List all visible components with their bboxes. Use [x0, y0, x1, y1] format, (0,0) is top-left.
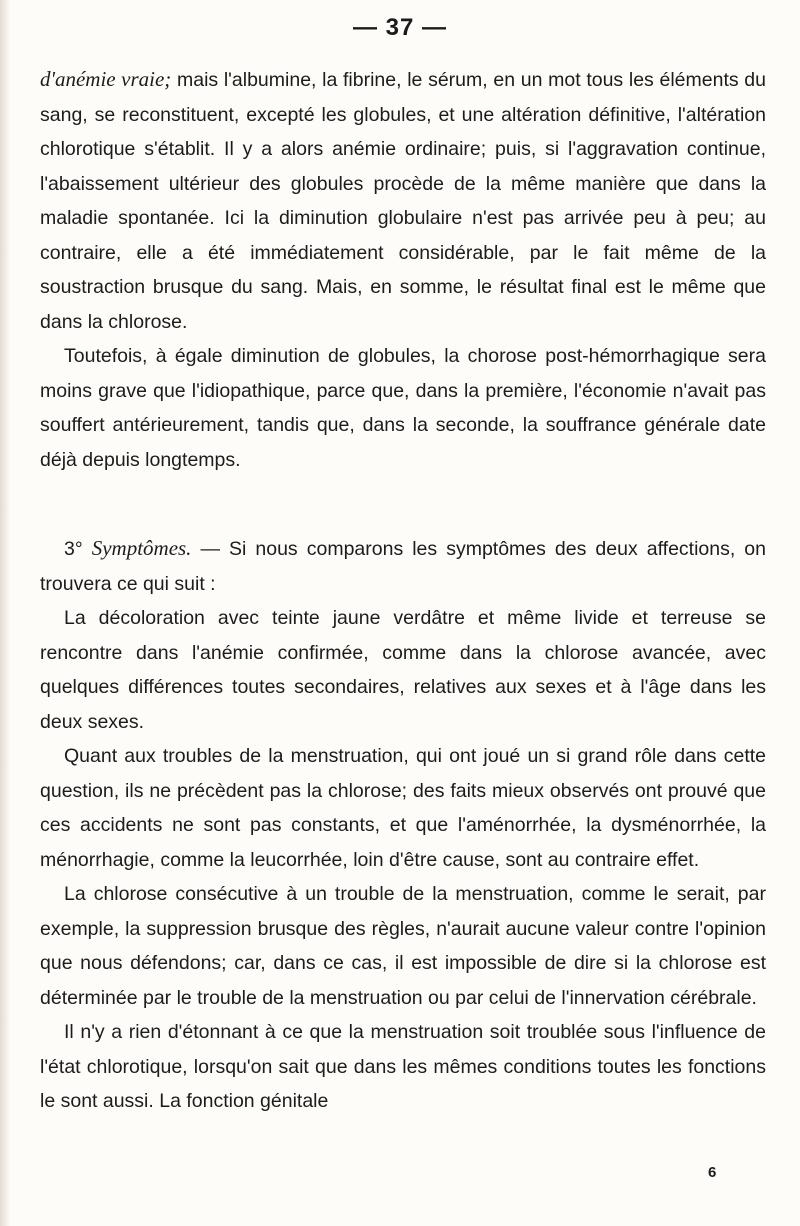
- text-block-continuation: [40, 62, 766, 477]
- paragraph-anemia: [40, 62, 766, 339]
- page-number: — 37 —: [352, 14, 448, 41]
- section-symptoms: [40, 531, 766, 1119]
- paragraph-influence: Il n'y a rien d'étonnant à ce que la menstruation soit troublée sous l'influence de l'état chlorotique, lorsqu'on sait que dans les mêmes conditions toutes les fonctions le sont aussi. La fonction génitale: [40, 1021, 766, 1112]
- section-title: Symptômes.: [91, 536, 192, 560]
- paragraph-discoloration: La décoloration avec teinte jaune verdâtre et même livide et terreuse se rencontre dans l'anémie confirmée, comme dans la chlorose avancée, avec quelques différences toutes secondaires, relatives aux sexes et à l'âge dans les deux sexes.: [40, 607, 766, 733]
- paragraph-menstruation: Quant aux troubles de la menstruation, qui ont joué un si grand rôle dans cette question, ils ne précèdent pas la chlorose; des faits mieux observés ont prouvé que ces accidents ne sont pas constants, et que l'aménorrhée, la dysménorrhée, la ménorrhagie, comme la leucorrhée, loin d'être cause, sont au contraire effet.: [40, 745, 766, 871]
- paragraph-text: mais l'albumine, la fibrine, le sérum, en un mot tous les éléments du sang, se reconstituent, excepté les globules, et une altération définitive, l'altération chlorotique s'établit. Il y a alors anémie ordinaire; puis, si l'aggravation continue, l'abaissement ultérieur des globules procède de la même manière que dans la maladie spontanée. Ici la diminution globulaire n'est pas arrivée peu à peu; au contraire, elle a été immédiatement considérable, par le fait même de la soustraction brusque du sang. Mais, en somme, le résultat final est le même que dans la chlorose.: [40, 69, 766, 333]
- page-gutter: [0, 0, 10, 1226]
- section-heading: [40, 531, 766, 601]
- section-intro: — Si nous comparons les symptômes des deux affections, on trouvera ce qui suit :: [40, 538, 766, 595]
- paragraph-consecutive-chlorosis: La chlorose consécutive à un trouble de la menstruation, comme le serait, par exemple, la suppression brusque des règles, n'aurait aucune valeur contre l'opinion que nous défendons; car, dans ce cas, il est impossible de dire si la chlorose est déterminée par le trouble de la menstruation ou par celui de l'innervation cérébrale.: [40, 883, 766, 1009]
- italic-term: d'anémie vraie;: [40, 67, 172, 91]
- signature-mark: 6: [708, 1164, 717, 1181]
- section-number: 3°: [64, 538, 83, 560]
- paragraph-post-hemorrhagic: Toutefois, à égale diminution de globules, la chorose post-hémorrhagique sera moins grave que l'idiopathique, parce que, dans la première, l'économie n'avait pas souffert antérieurement, tandis que, dans la seconde, la souffrance générale date déjà depuis longtemps.: [40, 345, 766, 471]
